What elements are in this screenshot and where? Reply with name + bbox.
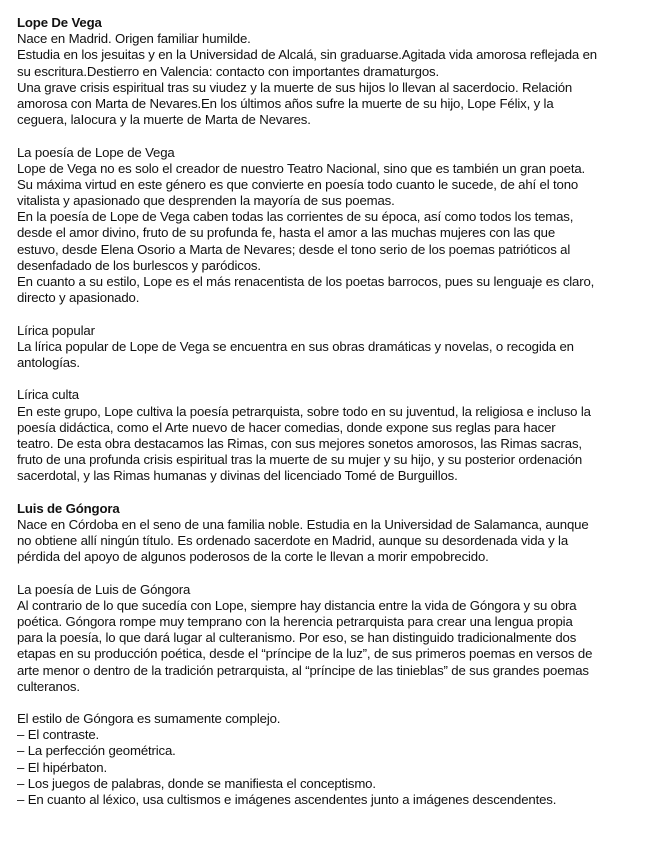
document-page	[17, 15, 633, 808]
gongora-estilo-item: – El contraste.	[17, 727, 100, 743]
paragraph-gap	[17, 306, 633, 322]
gongora-estilo-item: – Los juegos de palabras, donde se manifiesta el conceptismo.	[17, 775, 376, 791]
lope-bio-line: amorosa con Marta de Nevares.En los últimos años sufre la muerte de su hijo, Lope Félix, y la	[17, 95, 554, 111]
lope-poesia-line: Lope de Vega no es solo el creador de nuestro Teatro Nacional, sino que es también un gran poeta.	[17, 160, 586, 176]
lope-title: Lope De Vega	[17, 15, 102, 30]
gongora-bio-line: Nace en Córdoba en el seno de una familia noble. Estudia en la Universidad de Salamanca, aunque	[17, 516, 589, 532]
gongora-poesia-line: poética. Góngora rompe muy temprano con la herencia petrarquista para crear una lengua propia	[17, 613, 573, 629]
gongora-estilo-intro: El estilo de Góngora es sumamente complejo.	[17, 711, 281, 727]
gongora-estilo-item: – La perfección geométrica.	[17, 743, 176, 759]
paragraph-gap	[17, 695, 633, 711]
gongora-estilo-item: – En cuanto al léxico, usa cultismos e imágenes ascendentes junto a imágenes descendentes.	[17, 792, 557, 807]
lope-poesia-line: vitalista y apasionado que desprenden la mayoría de sus poemas.	[17, 193, 395, 209]
lirica-popular-heading: Lírica popular	[17, 322, 95, 338]
paragraph-gap	[17, 484, 633, 500]
paragraph-gap	[17, 565, 633, 581]
lope-poesia-heading: La poesía de Lope de Vega	[17, 144, 175, 160]
gongora-poesia-line: arte menor o dentro de la tradición petrarquista, al “príncipe de las tinieblas” de sus grandes poemas	[17, 662, 589, 678]
lirica-popular-line: La lírica popular de Lope de Vega se encuentra en sus obras dramáticas y novelas, o recogida en	[17, 338, 574, 354]
lope-poesia-line: En la poesía de Lope de Vega caben todas las corrientes de su época, así como todos los temas,	[17, 209, 574, 225]
lope-bio-line: Una grave crisis espiritual tras su viudez y la muerte de sus hijos lo llevan al sacerdocio. Relación	[17, 79, 573, 95]
lope-poesia-line: estuvo, desde Elena Osorio a Marta de Nevares; desde el tono serio de los poemas patrióticos al	[17, 241, 571, 257]
lirica-culta-line: teatro. De esta obra destacamos las Rimas, con sus mejores sonetos amorosos, las Rimas sacras,	[17, 435, 582, 451]
lope-poesia-line: Su máxima virtud en este género es que convierte en poesía todo cuanto le sucede, de ahí el tono	[17, 176, 579, 192]
lirica-culta-line: fruto de una profunda crisis espiritual tras la muerte de su mujer y su hijo, y su posterior ordenación	[17, 452, 583, 468]
gongora-estilo-item: – El hipérbaton.	[17, 759, 107, 775]
gongora-bio-line: no obtiene allí ningún título. Es ordenado sacerdote en Madrid, aunque su desordenada vida y la	[17, 533, 569, 548]
gongora-poesia-line: culteranos.	[17, 678, 80, 694]
gongora-poesia-heading: La poesía de Luis de Góngora	[17, 581, 191, 597]
gongora-poesia-line: para la poesía, lo que dará lugar al culteranismo. Por eso, se han distinguido tradicionalmente dos	[17, 630, 577, 646]
lope-bio-line: ceguera, laIocura y la muerte de Marta de Nevares.	[17, 112, 311, 128]
gongora-poesia-line: Al contrario de lo que sucedía con Lope, siempre hay distancia entre la vida de Góngora y su obra	[17, 597, 577, 613]
gongora-poesia-line: etapas en su producción poética, desde el “príncipe de la luz”, de sus primeros poemas en versos de	[17, 646, 593, 662]
gongora-bio-line: pérdida del apoyo de algunos poderosos de la corte le llevan a morir empobrecido.	[17, 549, 489, 565]
lirica-culta-line: sacerdotal, y las Rimas humanas y divinas del licenciado Tomé de Burguillos.	[17, 468, 458, 484]
gongora-title: Luis de Góngora	[17, 500, 120, 516]
lope-poesia-line: desde el amor divino, fruto de su profunda fe, hasta el amor a las muchas mujeres con las que	[17, 225, 556, 241]
lope-bio-line: Estudia en los jesuitas y en la Universidad de Alcalá, sin graduarse.Agitada vida amorosa reflejada en	[17, 47, 597, 63]
lope-poesia-line: En cuanto a su estilo, Lope es el más renacentista de los poetas barrocos, pues su lenguaje es claro,	[17, 274, 595, 289]
lirica-culta-line: poesía didáctica, como el Arte nuevo de hacer comedias, donde expone sus reglas para hacer	[17, 419, 556, 435]
lope-bio-line: Nace en Madrid. Origen familiar humilde.	[17, 31, 251, 47]
paragraph-gap	[17, 128, 633, 144]
lirica-culta-heading: Lírica culta	[17, 387, 79, 403]
lirica-culta-line: En este grupo, Lope cultiva la poesía petrarquista, sobre todo en su juventud, la religiosa e incluso la	[17, 403, 591, 419]
lope-poesia-line: directo y apasionado.	[17, 290, 140, 306]
lope-poesia-line: desenfadado de los burlescos y paródicos.	[17, 257, 261, 273]
paragraph-gap	[17, 371, 633, 387]
lirica-popular-line: antologías.	[17, 354, 80, 370]
lope-bio-line: su escritura.Destierro en Valencia: contacto con importantes dramaturgos.	[17, 63, 440, 79]
